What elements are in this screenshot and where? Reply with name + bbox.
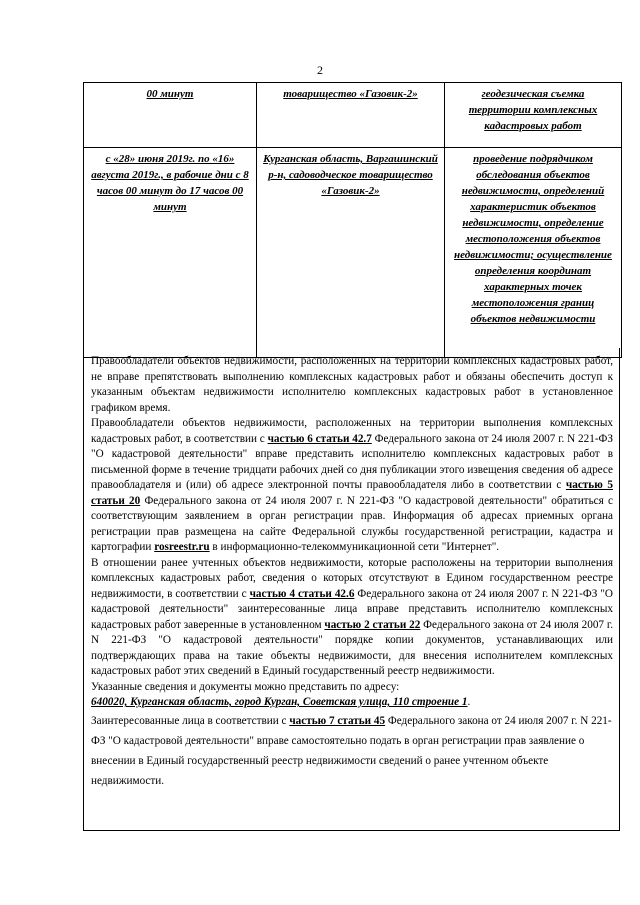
paragraph-self-submission [91,711,613,791]
text-segment: . [467,696,471,708]
law-reference-link[interactable]: частью 4 статьи 42.6 [249,587,355,600]
text-segment: Правообладатели объектов недвижимости, расположенных на территории выполнения комплексных кадастровых работ, в соответствии с [91,417,613,445]
place-cell: товарищество «Газовик-2» [257,83,445,148]
work-cell: геодезическая съемка территории комплексных кадастровых работ [445,83,622,148]
time-cell: 00 минут [84,83,257,148]
work-cell: проведение подрядчиком обследования объектов недвижимости, определений характеристик объектов недвижимости, определение местоположения объектов недвижимости; осуществление определения координат характерных точек местоположения границ объектов недвижимости [445,148,622,358]
text-segment: Федерального закона от 24 июля 2007 г. N 221-ФЗ "О кадастровой деятельности" порядке копии документов, устанавливающих или подтверждающих права на такие объекты недвижимости, для внесения исполнителем комплексных кадастровых работ этих сведений в Единый государственный реестр недвижимости. [91,618,613,677]
text-segment: В отношении ранее учтенных объектов недвижимости, которые расположены на территории выполнения комплексных кадастровых работ, сведения о которых отсутствуют в Едином государственном реестре недвижимости, в соответствии с [91,556,613,600]
text-segment: Федерального закона от 24 июля 2007 г. N 221-ФЗ "О кадастровой деятельности" вправе самостоятельно подать в орган регистрации прав заявление о внесении в Единый государственный реестр недвижимости сведений о ранее учтенном объекте недвижимости. [91,714,612,787]
law-reference-link[interactable]: частью 5 статьи 20 [91,479,613,507]
place-cell: Курганская область, Варгашинский р-н, садоводческое товарищество «Газовик-2» [257,148,445,358]
table-row [84,148,622,358]
notice-text-box [83,348,620,831]
time-cell: с «28» июня 2019г. по «16» августа 2019г., в рабочие дни с 8 часов 00 минут до 17 часов 00 минут [84,148,257,358]
address-line [91,695,613,711]
text-segment: в информационно-телекоммуникационной сети "Интернет". [209,541,500,553]
rosreestr-link[interactable]: rosreestr.ru [154,541,210,553]
paragraph-address-info [91,416,613,556]
paragraph-previously-registered [91,556,613,680]
text-segment: Федерального закона от 24 июля 2007 г. N 221-ФЗ "О кадастровой деятельности" заинтересованные лица вправе представить исполнителю комплексных кадастровых работ заверенные в установленном [91,587,613,631]
submission-address: 640020, Курганская область, город Курган, Советская улица, 110 строение 1 [91,696,468,708]
schedule-table [83,82,622,358]
paragraph-submit-intro: Указанные сведения и документы можно представить по адресу: [91,680,400,693]
law-reference-link[interactable]: частью 2 статьи 22 [324,618,421,631]
page-number: 2 [317,63,323,77]
law-reference-link[interactable]: частью 6 статьи 42.7 [267,432,372,445]
law-reference-link[interactable]: частью 7 статьи 45 [289,714,386,727]
paragraph-obligations: Правообладатели объектов недвижимости, расположенных на территории комплексных кадастровых работ, не вправе препятствовать выполнению комплексных кадастровых работ и обязаны обеспечить доступ к указанным объектам недвижимости исполнителю комплексных кадастровых работ в установленное графиком время. [91,355,613,414]
text-segment: Заинтересованные лица в соответствии с [91,714,290,727]
table-row [84,83,622,148]
text-segment: Федерального закона от 24 июля 2007 г. N 221-ФЗ "О кадастровой деятельности" вправе представить исполнителю комплексных кадастровых работ в письменной форме в течение тридцати рабочих дней со дня публикации этого извещения сведения об адресе правообладателя и (или) об адресе электронной почты правообладателя либо в соответствии с [91,432,613,491]
text-segment: Федерального закона от 24 июля 2007 г. N 221-ФЗ "О кадастровой деятельности" обратиться с соответствующим заявлением в орган регистрации прав. Информация об адресах приемных органа регистрации прав размещена на сайте Федеральной службы государственной регистрации, кадастра и картографии [91,494,613,553]
